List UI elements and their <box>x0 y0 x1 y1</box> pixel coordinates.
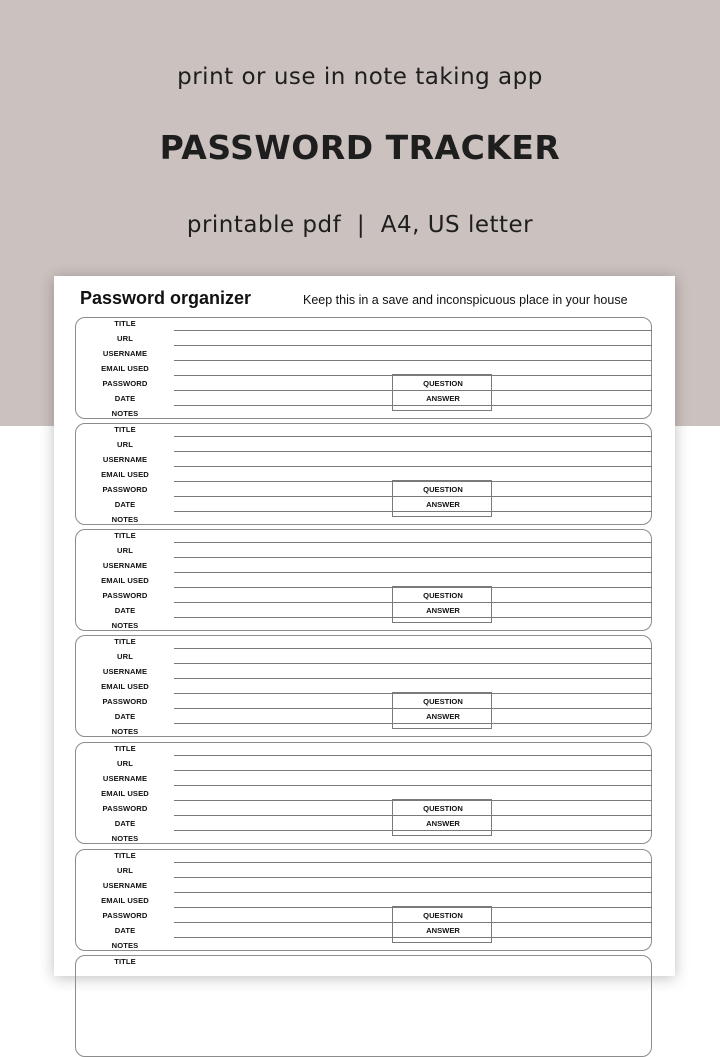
field-label-notes: NOTES <box>111 409 139 418</box>
answer-label: ANSWER <box>426 819 460 828</box>
field-label-url: URL <box>117 652 133 661</box>
format-subtitle: printable pdf | A4, US letter <box>186 212 534 238</box>
security-question-box <box>392 692 492 729</box>
field-label-username: USERNAME <box>102 774 148 783</box>
security-question-box <box>392 906 492 943</box>
password-entry-5 <box>75 742 652 844</box>
write-line <box>174 755 652 756</box>
question-divider <box>393 496 491 497</box>
write-line <box>174 436 652 437</box>
field-label-password: PASSWORD <box>102 697 148 706</box>
field-label-username: USERNAME <box>102 667 148 676</box>
field-label-title: TITLE <box>114 957 136 966</box>
field-label-email-used: EMAIL USED <box>101 576 149 585</box>
write-line <box>174 542 652 543</box>
field-label-date: DATE <box>114 606 136 615</box>
field-label-notes: NOTES <box>111 727 139 736</box>
write-line <box>174 877 652 878</box>
field-label-password: PASSWORD <box>102 591 148 600</box>
field-label-notes: NOTES <box>111 515 139 524</box>
field-label-title: TITLE <box>114 851 136 860</box>
question-label: QUESTION <box>423 911 463 920</box>
field-label-url: URL <box>117 440 133 449</box>
write-line <box>174 345 652 346</box>
write-line <box>174 360 652 361</box>
field-label-url: URL <box>117 866 133 875</box>
password-entry-partial <box>75 955 652 1057</box>
password-entry-6 <box>75 849 652 951</box>
question-divider <box>393 602 491 603</box>
password-organizer-sheet <box>54 276 675 976</box>
field-label-url: URL <box>117 759 133 768</box>
field-label-email-used: EMAIL USED <box>101 789 149 798</box>
write-line <box>174 663 652 664</box>
question-divider <box>393 390 491 391</box>
write-line <box>174 648 652 649</box>
field-label-url: URL <box>117 334 133 343</box>
tagline: print or use in note taking app <box>177 64 543 90</box>
field-label-password: PASSWORD <box>102 485 148 494</box>
answer-label: ANSWER <box>426 926 460 935</box>
write-line <box>174 892 652 893</box>
field-label-notes: NOTES <box>111 834 139 843</box>
field-label-username: USERNAME <box>102 349 148 358</box>
field-label-username: USERNAME <box>102 561 148 570</box>
question-label: QUESTION <box>423 485 463 494</box>
write-line <box>174 557 652 558</box>
question-label: QUESTION <box>423 697 463 706</box>
question-divider <box>393 922 491 923</box>
field-label-title: TITLE <box>114 319 136 328</box>
field-label-title: TITLE <box>114 425 136 434</box>
field-label-password: PASSWORD <box>102 804 148 813</box>
field-label-email-used: EMAIL USED <box>101 896 149 905</box>
sheet-note: Keep this in a save and inconspicuous place in your house <box>303 293 628 307</box>
password-entry-1 <box>75 317 652 419</box>
write-line <box>174 678 652 679</box>
write-line <box>174 451 652 452</box>
field-label-password: PASSWORD <box>102 379 148 388</box>
question-label: QUESTION <box>423 804 463 813</box>
security-question-box <box>392 374 492 411</box>
write-line <box>174 572 652 573</box>
write-line <box>174 862 652 863</box>
field-label-date: DATE <box>114 394 136 403</box>
password-entry-4 <box>75 635 652 737</box>
product-title: PASSWORD TRACKER <box>159 128 561 167</box>
field-label-username: USERNAME <box>102 455 148 464</box>
field-label-username: USERNAME <box>102 881 148 890</box>
password-entry-2 <box>75 423 652 525</box>
answer-label: ANSWER <box>426 712 460 721</box>
field-label-date: DATE <box>114 500 136 509</box>
security-question-box <box>392 586 492 623</box>
question-label: QUESTION <box>423 379 463 388</box>
write-line <box>174 466 652 467</box>
write-line <box>174 770 652 771</box>
field-label-notes: NOTES <box>111 941 139 950</box>
write-line <box>174 785 652 786</box>
field-label-email-used: EMAIL USED <box>101 364 149 373</box>
field-label-date: DATE <box>114 712 136 721</box>
password-entry-3 <box>75 529 652 631</box>
answer-label: ANSWER <box>426 500 460 509</box>
field-label-date: DATE <box>114 926 136 935</box>
answer-label: ANSWER <box>426 606 460 615</box>
field-label-title: TITLE <box>114 744 136 753</box>
field-label-date: DATE <box>114 819 136 828</box>
field-label-password: PASSWORD <box>102 911 148 920</box>
question-divider <box>393 815 491 816</box>
question-label: QUESTION <box>423 591 463 600</box>
field-label-title: TITLE <box>114 531 136 540</box>
field-label-url: URL <box>117 546 133 555</box>
field-label-email-used: EMAIL USED <box>101 470 149 479</box>
field-label-notes: NOTES <box>111 621 139 630</box>
field-label-title: TITLE <box>114 637 136 646</box>
security-question-box <box>392 480 492 517</box>
answer-label: ANSWER <box>426 394 460 403</box>
question-divider <box>393 708 491 709</box>
write-line <box>174 330 652 331</box>
security-question-box <box>392 799 492 836</box>
sheet-title: Password organizer <box>80 288 252 308</box>
field-label-email-used: EMAIL USED <box>101 682 149 691</box>
